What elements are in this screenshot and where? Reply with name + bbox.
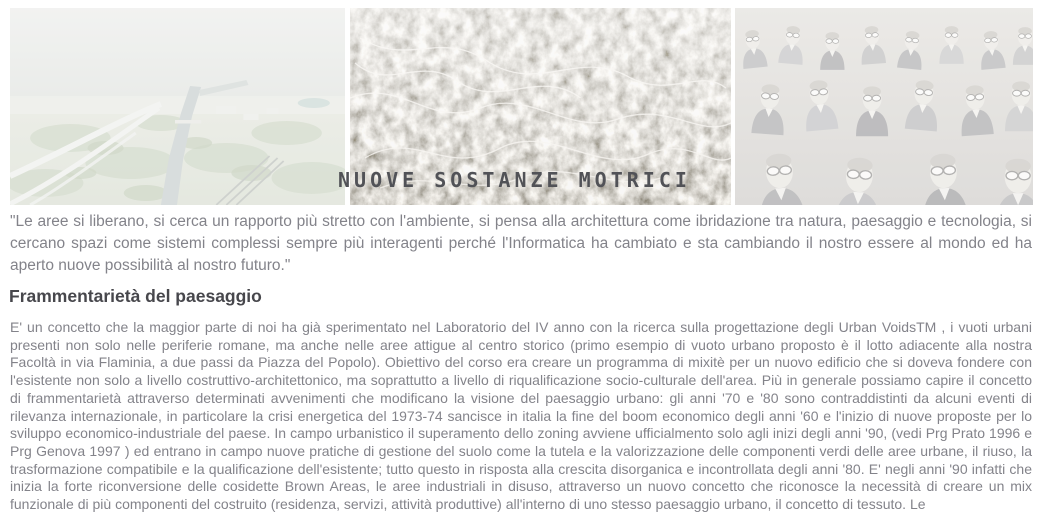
intro-quote: "Le aree si liberano, si cerca un rapporto più stretto con l'ambiente, si pensa alla architettura come ibridazione tra natura, paesaggio e tecnologia, si cercano spazi come sistemi complessi sempre più interagenti perché l'Informatica ha cambiato e sta cambiando il nostro essere al mondo ed ha aperto nuove possibilità al nostro futuro." xyxy=(10,213,1032,274)
page-title: NUOVE SOSTANZE MOTRICI xyxy=(338,168,691,192)
header-banner xyxy=(10,8,1033,205)
section-body-text: E' un concetto che la maggior parte di noi ha già sperimentato nel Laboratorio del IV anno con la ricerca sulla progettazione degli Urban VoidsTM , i vuoti urbani presenti non solo nelle periferie romane, ma anche nelle aree attigue al centro storico (primo esempio di vuoto urbano proposto è il lotto adiacente alla nostra Facoltà in via Flaminia, a due passi da Piazza del Popolo). Obiettivo del corso era creare un programma di mixitè per un nuovo edificio che si doveva fondere con l'esistente non solo a livello costruttivo-architettonico, ma soprattutto a livello di riqualificazione socio-culturale dell'area. Più in generale possiamo capire il concetto di frammentarietà attraverso determinati avvenimenti che modificano la visione del paesaggio urbano: gli anni '70 e '80 sono contraddistinti da alcuni eventi di rilevanza internazionale, in particolare la crisi energetica del 1973-74 sancisce in italia la fine del boom economico degli anni '60 e l'inizio di nuove proposte per lo sviluppo economico-industriale del paese. In campo urbanistico il superamento dello zoning avviene ufficialmento solo agli inizi degli anni '90, (vedi Prg Prato 1996 e Prg Genova 1997 ) ed entrano in campo nuove pratiche di gestione del suolo come la tutela e la valorizzazione delle componenti verdi delle aree urbane, il riuso, la trasformazione compatibile e la qualificazione dell'esistente; tutto questo in risposta alla crescita disorganica e incontrollata degli anni '80. E' negli anni '90 infatti che inizia la forte riconversione delle cosidette Brown Areas, le aree industriali in disuso, attraverso un nuovo concetto che riconosce la necessità di creare un mix funzionale di più componenti del costruito (residenza, servizi, attività produttive) all'interno di uno stesso paesaggio urbano, il concetto di tessuto. Le xyxy=(10,319,1032,513)
audience-3d-glasses-photo xyxy=(735,8,1033,205)
section-heading: Frammentarietà del paesaggio xyxy=(9,286,262,306)
aerial-river-landscape-photo xyxy=(10,8,345,205)
